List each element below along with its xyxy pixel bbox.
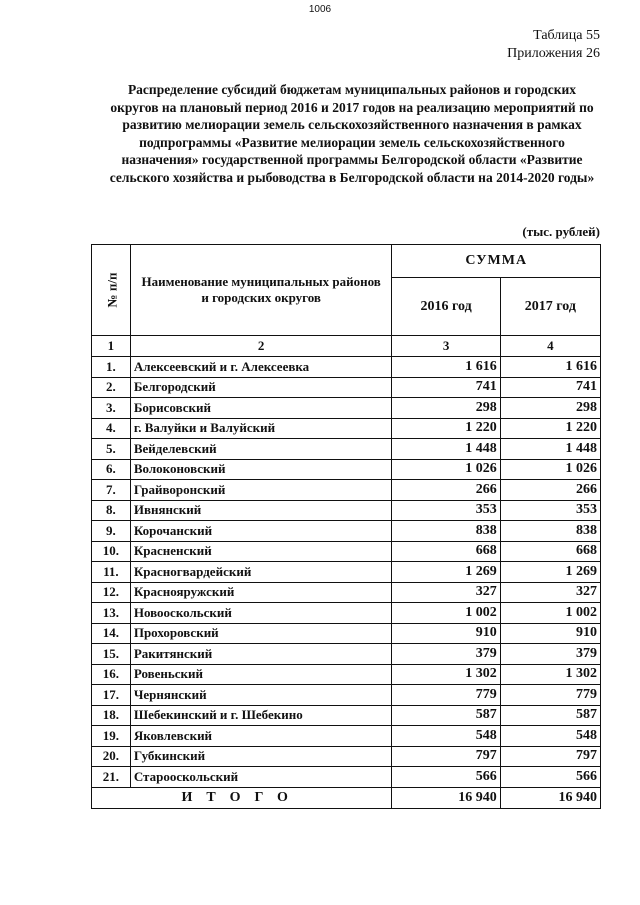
- header-year-2017: 2017 год: [500, 278, 600, 336]
- row-name: Ровеньский: [130, 664, 392, 685]
- row-name: Борисовский: [130, 398, 392, 419]
- appendix-number: Приложения 26: [507, 46, 600, 61]
- row-name: Краснояружский: [130, 582, 392, 603]
- row-value-2016: 1 616: [392, 357, 500, 378]
- row-number: 12.: [92, 582, 131, 603]
- table-row: [92, 459, 601, 480]
- row-name: Новооскольский: [130, 603, 392, 624]
- column-index: 3: [392, 336, 500, 357]
- table-reference: [507, 27, 600, 63]
- column-index: 4: [500, 336, 600, 357]
- table-row: [92, 623, 601, 644]
- row-value-2016: 353: [392, 500, 500, 521]
- row-value-2017: 566: [500, 767, 600, 788]
- row-number: 4.: [92, 418, 131, 439]
- row-value-2017: 298: [500, 398, 600, 419]
- row-value-2017: 910: [500, 623, 600, 644]
- row-value-2016: 1 220: [392, 418, 500, 439]
- row-value-2016: 1 002: [392, 603, 500, 624]
- table-row: [92, 685, 601, 706]
- row-name: г. Валуйки и Валуйский: [130, 418, 392, 439]
- header-sum: СУММА: [392, 245, 601, 278]
- row-name: Алексеевский и г. Алексеевка: [130, 357, 392, 378]
- row-value-2016: 779: [392, 685, 500, 706]
- row-value-2016: 379: [392, 644, 500, 665]
- row-number: 5.: [92, 439, 131, 460]
- title-line: подпрограммы «Развитие мелиорации земель сельскохозяйственного: [139, 134, 565, 150]
- row-value-2017: 327: [500, 582, 600, 603]
- row-number: 11.: [92, 562, 131, 583]
- row-value-2017: 797: [500, 746, 600, 767]
- table-row: [92, 398, 601, 419]
- total-2016: 16 940: [392, 787, 500, 808]
- title-line: округов на плановый период 2016 и 2017 годов на реализацию мероприятий по: [110, 99, 594, 115]
- row-value-2016: 566: [392, 767, 500, 788]
- row-value-2016: 1 448: [392, 439, 500, 460]
- row-name: Прохоровский: [130, 623, 392, 644]
- row-value-2016: 298: [392, 398, 500, 419]
- row-name: Губкинский: [130, 746, 392, 767]
- table-row: [92, 521, 601, 542]
- table-row: [92, 480, 601, 501]
- table-row: [92, 664, 601, 685]
- row-value-2016: 797: [392, 746, 500, 767]
- row-value-2016: 741: [392, 377, 500, 398]
- row-name: Белгородский: [130, 377, 392, 398]
- header-number: № п/п: [92, 245, 131, 336]
- row-value-2017: 1 002: [500, 603, 600, 624]
- table-number: Таблица 55: [533, 28, 600, 43]
- title-line: развитию мелиорации земель сельскохозяйственного назначения в рамках: [122, 117, 582, 132]
- table-row: [92, 644, 601, 665]
- row-name: Чернянский: [130, 685, 392, 706]
- table-row: [92, 439, 601, 460]
- units-label: (тыс. рублей): [522, 224, 600, 239]
- page-number: 1006: [308, 4, 332, 15]
- row-number: 19.: [92, 726, 131, 747]
- row-value-2017: 548: [500, 726, 600, 747]
- row-number: 1.: [92, 357, 131, 378]
- table-row: [92, 418, 601, 439]
- table-row: [92, 562, 601, 583]
- row-name: Волоконовский: [130, 459, 392, 480]
- table-row: [92, 746, 601, 767]
- column-index-row: [92, 336, 601, 357]
- row-value-2016: 1 269: [392, 562, 500, 583]
- row-name: Шебекинский и г. Шебекино: [130, 705, 392, 726]
- row-number: 21.: [92, 767, 131, 788]
- row-value-2017: 838: [500, 521, 600, 542]
- row-value-2017: 1 616: [500, 357, 600, 378]
- title-line: Распределение субсидий бюджетам муниципальных районов и городских: [127, 82, 577, 97]
- header-name: [130, 245, 392, 336]
- document-title: [88, 81, 616, 186]
- row-number: 3.: [92, 398, 131, 419]
- row-value-2016: 1 302: [392, 664, 500, 685]
- row-value-2016: 327: [392, 582, 500, 603]
- row-value-2017: 668: [500, 541, 600, 562]
- row-name: Старооскольский: [130, 767, 392, 788]
- row-value-2017: 1 269: [500, 562, 600, 583]
- header-year-2016: 2016 год: [392, 278, 500, 336]
- subsidies-table: [91, 244, 601, 809]
- total-2017: 16 940: [500, 787, 600, 808]
- row-number: 7.: [92, 480, 131, 501]
- row-name: Ракитянский: [130, 644, 392, 665]
- table-row: [92, 377, 601, 398]
- header-name-line2: и городских округов: [201, 290, 321, 305]
- row-number: 18.: [92, 705, 131, 726]
- row-value-2017: 1 220: [500, 418, 600, 439]
- row-name: Яковлевский: [130, 726, 392, 747]
- row-value-2017: 379: [500, 644, 600, 665]
- table-row: [92, 500, 601, 521]
- row-number: 17.: [92, 685, 131, 706]
- row-name: Красненский: [130, 541, 392, 562]
- table-row: [92, 767, 601, 788]
- row-number: 10.: [92, 541, 131, 562]
- table-row: [92, 726, 601, 747]
- row-value-2016: 1 026: [392, 459, 500, 480]
- column-index: 2: [130, 336, 392, 357]
- row-number: 15.: [92, 644, 131, 665]
- row-number: 6.: [92, 459, 131, 480]
- row-value-2016: 266: [392, 480, 500, 501]
- total-label: ИТОГО: [92, 787, 392, 808]
- row-number: 16.: [92, 664, 131, 685]
- row-name: Корочанский: [130, 521, 392, 542]
- row-name: Грайворонский: [130, 480, 392, 501]
- table-row: [92, 357, 601, 378]
- row-value-2017: 1 448: [500, 439, 600, 460]
- column-index: 1: [92, 336, 131, 357]
- row-value-2016: 838: [392, 521, 500, 542]
- row-value-2017: 353: [500, 500, 600, 521]
- row-number: 8.: [92, 500, 131, 521]
- row-value-2016: 548: [392, 726, 500, 747]
- table-row: [92, 541, 601, 562]
- table-row: [92, 705, 601, 726]
- row-number: 2.: [92, 377, 131, 398]
- row-value-2017: 587: [500, 705, 600, 726]
- row-name: Красногвардейский: [130, 562, 392, 583]
- row-value-2016: 587: [392, 705, 500, 726]
- row-value-2016: 910: [392, 623, 500, 644]
- row-value-2017: 779: [500, 685, 600, 706]
- row-value-2017: 1 026: [500, 459, 600, 480]
- row-name: Ивнянский: [130, 500, 392, 521]
- table-row: [92, 582, 601, 603]
- row-number: 9.: [92, 521, 131, 542]
- row-value-2017: 266: [500, 480, 600, 501]
- table-row: [92, 603, 601, 624]
- row-name: Вейделевский: [130, 439, 392, 460]
- row-number: 13.: [92, 603, 131, 624]
- row-value-2017: 741: [500, 377, 600, 398]
- header-name-line1: Наименование муниципальных районов: [141, 274, 381, 289]
- row-value-2016: 668: [392, 541, 500, 562]
- row-number: 20.: [92, 746, 131, 767]
- title-line: сельского хозяйства и рыбоводства в Белгородской области на 2014-2020 годы»: [109, 169, 595, 185]
- row-number: 14.: [92, 623, 131, 644]
- title-line: назначения» государственной программы Белгородской области «Развитие: [121, 152, 583, 167]
- row-value-2017: 1 302: [500, 664, 600, 685]
- total-row: [92, 787, 601, 808]
